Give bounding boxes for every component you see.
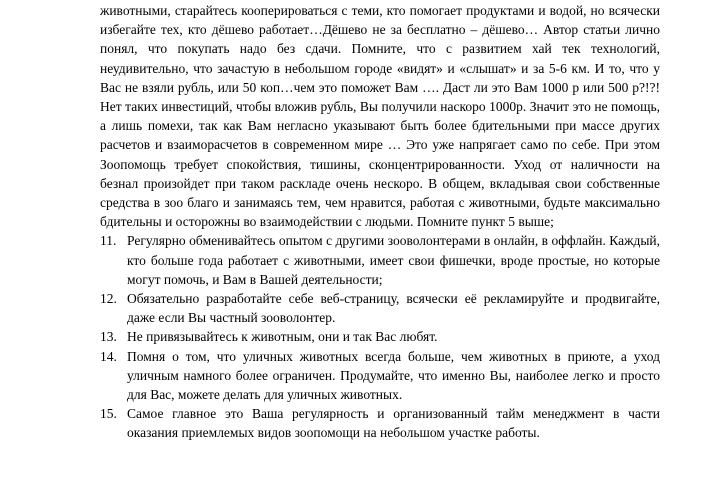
- list-item-number: 11.: [100, 233, 117, 249]
- paragraph-item10-continuation: животными, старайтесь кооперироваться с теми, кто помогает продуктами и водой, но всячески избегайте тех, кто дёшево работает…Дёшево не за бесплатно – дёшево… Автор статьи лично понял, что покупать надо без сдачи. Помните, что с развитием хай тек технологий, неудивительно, что зачастую в небольшом городе «видят» и «слышат» и за 5-6 км. И то, что у Вас не взяли рубль, или 50 коп…чем это поможет Вам …. Даст ли это Вам 1000 р или 500 р?!?! Нет таких инвестиций, чтобы вложив рубль, Вы получили наскоро 1000р. Значит это не помощь, а лишь помехи, так как Вам негласно указывают быть более бдительными при массе других расчетов и взаиморасчетов в современном мире … Это уже напрягает само по себе. При этом Зоопомощь требует спокойствия, тишины, сконцентрированности. Уход от наличности на безнал произойдет при таком раскладе очень нескоро. В общем, вкладывая свои собственные средства в зоо благо и занимаясь тем, чем нравится, работая с животными, будьте максимально бдительны и осторожны во взаимодействии с людьми. Помните пункт 5 выше;: [100, 3, 660, 230]
- list-item-14: [100, 347, 660, 405]
- list-item-text: Регулярно обменивайтесь опытом с другими зооволонтерами в онлайн, в оффлайн. Каждый, кто больше года работает с животными, имеет свои фишечки, вроде простые, но которые могут помочь, и Вам в Вашей деятельности;: [127, 233, 660, 287]
- list-item-11: [100, 231, 660, 289]
- list-item-number: 13.: [100, 329, 117, 345]
- list-item-text: Помня о том, что уличных животных всегда больше, чем животных в приюте, а уход уличным намного более ограничен. Продумайте, что именно Вы, наиболее легко и просто для Вас, можете делать для уличных животных.: [127, 348, 660, 403]
- list-item-12: [100, 289, 660, 327]
- list-item-text: Не привязывайтесь к животным, они и так Вас любят.: [127, 329, 438, 345]
- list-item-13: [100, 327, 660, 346]
- list-item-number: 12.: [100, 291, 117, 307]
- list-item-number: 14.: [100, 348, 117, 364]
- list-item-text: Обязательно разработайте себе веб-страницу, всячески её рекламируйте и продвигайте, даже если Вы частный зооволонтер.: [127, 291, 660, 326]
- list-item-text: Самое главное это Ваша регулярность и организованный тайм менеджмент в части оказания приемлемых видов зоопомощи на небольшом участке работы.: [127, 406, 660, 441]
- numbered-list: [100, 231, 660, 442]
- list-item-15: [100, 404, 660, 442]
- list-item-number: 15.: [100, 406, 117, 422]
